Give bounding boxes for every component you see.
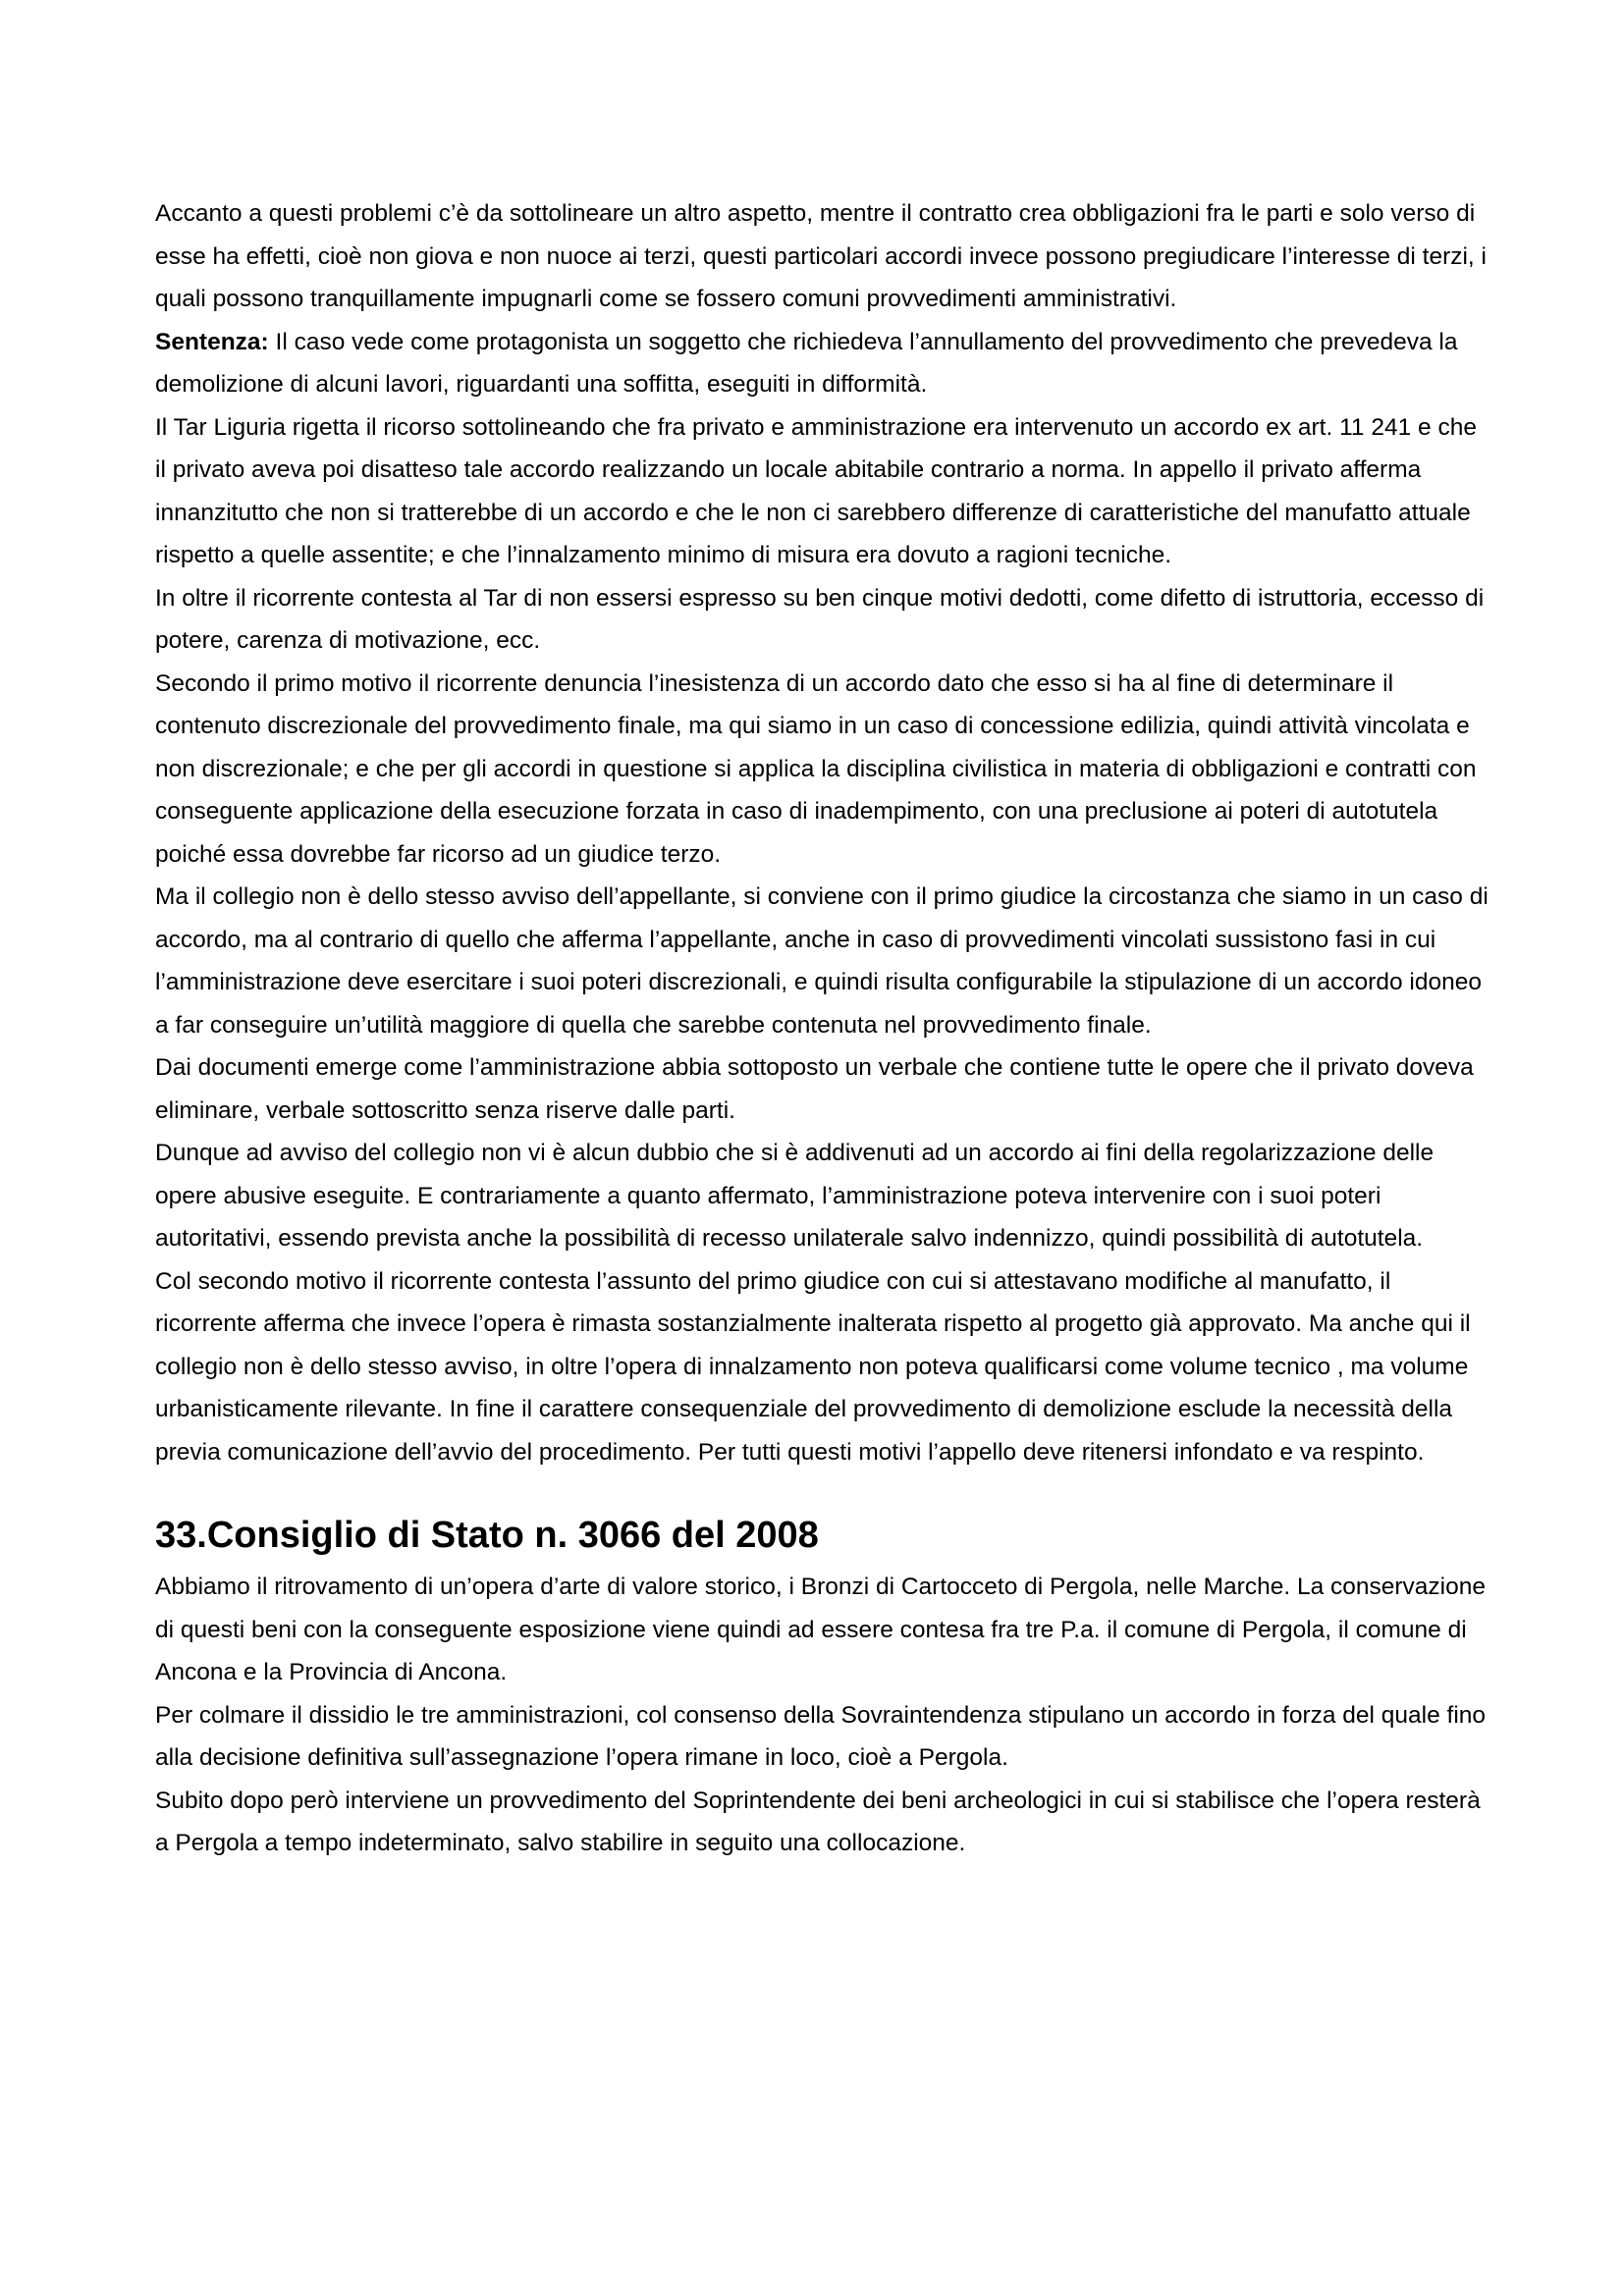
paragraph: Col secondo motivo il ricorrente contesta l’assunto del primo giudice con cui si attestavano modifiche al manufatto, il ricorrente afferma che invece l’opera è rimasta sostanzialmente inalterata rispetto al progetto già approvato. Ma anche qui il collegio non è dello stesso avviso, in oltre l’opera di innalzamento non poteva qualificarsi come volume tecnico , ma volume urbanisticamente rilevante. In fine il carattere consequenziale del provvedimento di demolizione esclude la necessità della previa comunicazione dell’avvio del procedimento. Per tutti questi motivi l’appello deve ritenersi infondato e va respinto. xyxy=(155,1267,1471,1466)
sentenza-text: Il caso vede come protagonista un soggetto che richiedeva l’annullamento del provvedimento che prevedeva la demolizione di alcuni lavori, riguardanti una soffitta, eseguiti in difformità. xyxy=(155,328,1458,398)
paragraph: Secondo il primo motivo il ricorrente denuncia l’inesistenza di un accordo dato che esso si ha al fine di determinare il contenuto discrezionale del provvedimento finale, ma qui siamo in un caso di concessione edilizia, quindi attività vincolata e non discrezionale; e che per gli accordi in questione si applica la disciplina civilistica in materia di obbligazioni e contratti con conseguente applicazione della esecuzione forzata in caso di inadempimento, con una preclusione ai poteri di autotutela poiché essa dovrebbe far ricorso ad un giudice terzo. xyxy=(155,669,1477,868)
paragraph: Ma il collegio non è dello stesso avviso dell’appellante, si conviene con il primo giudice la circostanza che siamo in un caso di accordo, ma al contrario di quello che afferma l’appellante, anche in caso di provvedimenti vincolati sussistono fasi in cui l’amministrazione deve esercitare i suoi poteri discrezionali, e quindi risulta configurabile la stipulazione di un accordo idoneo a far conseguire un’utilità maggiore di quella che sarebbe contenuta nel provvedimento finale. xyxy=(155,883,1489,1039)
paragraph: Dai documenti emerge come l’amministrazione abbia sottoposto un verbale che contiene tutte le opere che il privato doveva eliminare, verbale sottoscritto senza riserve dalle parti. xyxy=(155,1054,1474,1124)
paragraph: Per colmare il dissidio le tre amministrazioni, col consenso della Sovraintendenza stipulano un accordo in forza del quale fino alla decisione definitiva sull’assegnazione l’opera rimane in loco, cioè a Pergola. xyxy=(155,1701,1487,1771)
document-page xyxy=(155,192,1490,1865)
paragraph: In oltre il ricorrente contesta al Tar di non essersi espresso su ben cinque motivi dedotti, come difetto di istruttoria, eccesso di potere, carenza di motivazione, ecc. xyxy=(155,584,1485,654)
sentenza-paragraph xyxy=(155,321,1490,406)
paragraph: Abbiamo il ritrovamento di un’opera d’arte di valore storico, i Bronzi di Cartocceto di Pergola, nelle Marche. La conservazione di questi beni con la conseguente esposizione viene quindi ad essere contesa fra tre P.a. il comune di Pergola, il comune di Ancona e la Provincia di Ancona. xyxy=(155,1574,1486,1685)
sentenza-label: Sentenza: xyxy=(155,328,269,355)
paragraph: Il Tar Liguria rigetta il ricorso sottolineando che fra privato e amministrazione era intervenuto un accordo ex art. 11 241 e che il privato aveva poi disatteso tale accordo realizzando un locale abitabile contrario a norma. In appello il privato afferma innanzitutto che non si tratterebbe di un accordo e che le non ci sarebbero differenze di caratteristiche del manufatto attuale rispetto a quelle assentite; e che l’innalzamento minimo di misura era dovuto a ragioni tecniche. xyxy=(155,413,1477,568)
paragraph: Dunque ad avviso del collegio non vi è alcun dubbio che si è addivenuti ad un accordo ai fini della regolarizzazione delle opere abusive eseguite. E contrariamente a quanto affermato, l’amministrazione poteva intervenire con i suoi poteri autoritativi, essendo prevista anche la possibilità di recesso unilaterale salvo indennizzo, quindi possibilità di autotutela. xyxy=(155,1140,1435,1252)
paragraph: Accanto a questi problemi c’è da sottolineare un altro aspetto, mentre il contratto crea obbligazioni fra le parti e solo verso di esse ha effetti, cioè non giova e non nuoce ai terzi, questi particolari accordi invece possono pregiudicare l’interesse di terzi, i quali possono tranquillamente impugnarli come se fossero comuni provvedimenti amministrativi. xyxy=(155,200,1487,312)
section-heading: 33.Consiglio di Stato n. 3066 del 2008 xyxy=(155,1515,819,1556)
paragraph: Subito dopo però interviene un provvedimento del Soprintendente dei beni archeologici in cui si stabilisce che l’opera resterà a Pergola a tempo indeterminato, salvo stabilire in seguito una collocazione. xyxy=(155,1787,1481,1856)
